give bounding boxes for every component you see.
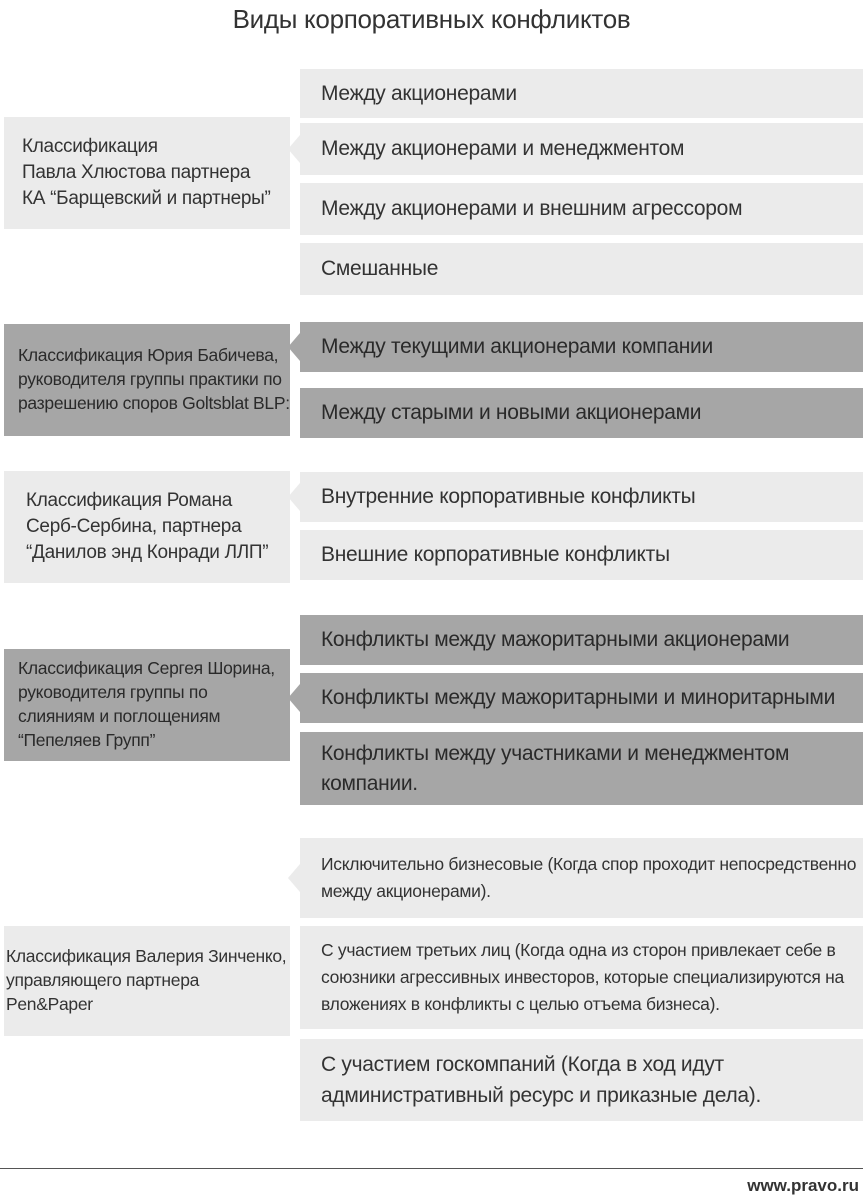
conflict-item: Смешанные <box>300 243 863 295</box>
conflict-item: Между старыми и новыми акционерами <box>300 388 863 438</box>
label-line: Классификация Валерия Зинченко, <box>6 946 287 967</box>
conflict-item: Внутренние корпоративные конфликты <box>300 472 863 522</box>
label-line: слияниям и поглощениям <box>18 706 221 726</box>
classification-label-serb-serbin <box>4 471 290 583</box>
item-line: между акционерами). <box>321 881 491 901</box>
item-line: Исключительно бизнесовые (Когда спор проходит непосредственно <box>321 853 857 874</box>
item-line: вложениях в конфликты с целью отъема бизнеса). <box>321 994 720 1015</box>
classification-label-zinchenko <box>4 926 290 1036</box>
label-line: “Пепеляев Групп” <box>18 729 156 750</box>
label-line: руководителя группы по <box>18 682 208 703</box>
label-line: Классификация Юрия Бабичева, <box>18 345 279 366</box>
label-line: Павла Хлюстова партнера <box>22 162 251 184</box>
conflict-item <box>300 732 863 805</box>
item-line: С участием третьих лиц (Когда одна из сторон привлекает себе в <box>321 939 836 960</box>
conflict-item: Между акционерами и менеджментом <box>300 123 863 175</box>
conflict-item <box>300 1039 863 1121</box>
label-line: КА “Барщевский и партнеры” <box>22 187 271 209</box>
label-line: Серб-Сербина, партнера <box>26 516 242 538</box>
conflict-item <box>300 926 863 1029</box>
conflict-item: Конфликты между мажоритарными и миноритарными <box>300 673 863 723</box>
conflict-item: Внешние корпоративные конфликты <box>300 530 863 580</box>
item-line: союзники агрессивных инвесторов, которые специализируются на <box>321 966 844 987</box>
item-line: Конфликты между участниками и менеджментом <box>321 742 790 766</box>
classification-label-babichev <box>4 324 290 436</box>
classification-label-khlyustov <box>4 117 290 229</box>
conflict-item: Между акционерами и внешним агрессором <box>300 183 863 235</box>
label-line: разрешению споров Goltsblat BLP: <box>18 392 290 413</box>
label-line: Классификация <box>22 136 158 158</box>
page-title: Виды корпоративных конфликтов <box>232 4 631 34</box>
label-line: Классификация Сергея Шорина, <box>18 658 275 679</box>
footer-divider <box>0 1168 863 1169</box>
conflict-item: Между текущими акционерами компании <box>300 322 863 372</box>
label-line: управляющего партнера Pen&Paper <box>6 970 200 1014</box>
conflict-item: Между акционерами <box>300 69 863 118</box>
footer-source-link[interactable]: www.pravo.ru <box>747 1176 859 1195</box>
classification-label-shorin <box>4 649 290 761</box>
label-line: “Данилов энд Конради ЛЛП” <box>26 541 269 563</box>
conflict-item: Конфликты между мажоритарными акционерами <box>300 615 863 665</box>
item-line: С участием госкомпаний (Когда в ход идут <box>321 1052 724 1076</box>
label-line: руководителя группы практики по <box>18 369 282 390</box>
label-line: Классификация Романа <box>26 490 233 512</box>
item-line: компании. <box>321 771 418 795</box>
conflict-item <box>300 838 863 918</box>
item-line: административный ресурс и приказные дела). <box>321 1084 762 1107</box>
